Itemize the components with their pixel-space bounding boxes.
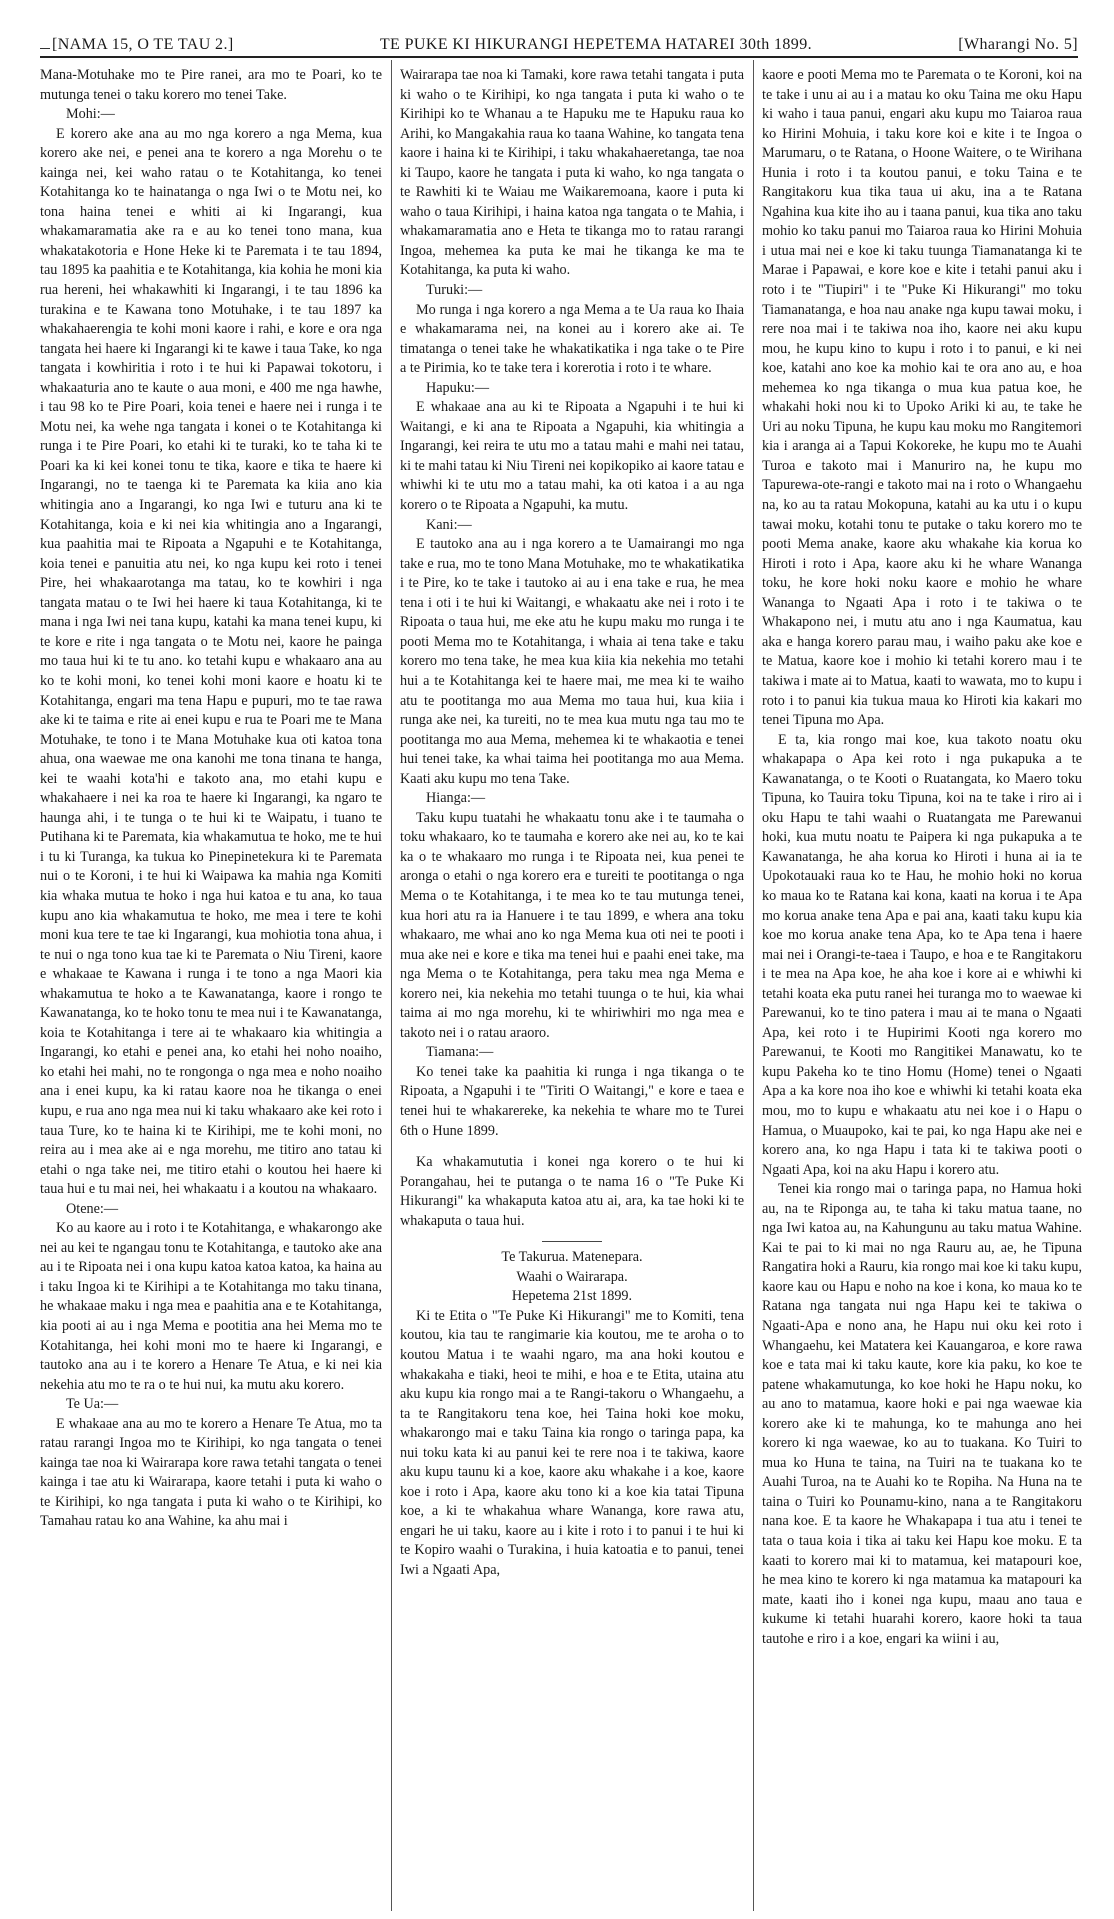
column-1 xyxy=(40,66,382,1911)
paragraph: E whakaae ana au mo te korero a Henare Te Atua, mo ta ratau rarangi Ingoa mo te Kirihipi, ko nga tangata o tenei kainga tae noa ki Wairarapa kore rawa tetahi tangata o tenei kainga i tae atu ki Wairarapa, kaore tetahi i puta ki waho o te Kirihipi, ko nga tangata i puta ki waho o te Kirihipi, ko Tamahau ratau ko ana Wahine, ka ahu mai i xyxy=(40,1415,382,1530)
paragraph: Ko au kaore au i roto i te Kotahitanga, e whakarongo ake nei au kei te ngangau tonu te Kotahitanga, e tautoko ake ana au i te Ripoata nei i ona kupu katoa katoa katoa, ka haina au i taku Ingoa ki te Kirihipi a te Kotahitanga mo taku tinana, he whakaae maku i nga mea e paahitia ana e te Kotahitanga, kia pooti ai au i nga Mema e pootitia ana hei Mema mo te Kotahitanga, hei kohi moni mo te haere ki Ingarangi, e tautoko ana au i te korero a Henare Te Atua, e ki nei kia nekehia atu mo te ra o te hui nui, ka mutu aku korero. xyxy=(40,1220,382,1393)
newspaper-title: TE PUKE KI HIKURANGI HEPETEMA HATAREI 30th 1899. xyxy=(379,36,812,53)
speaker-label: Tiamana:— xyxy=(426,1044,494,1061)
column-divider xyxy=(391,60,392,1911)
header-rule xyxy=(40,56,1078,58)
issue-number: [NAMA 15, O TE TAU 2.] xyxy=(40,36,234,54)
speaker-label: Hianga:— xyxy=(426,790,486,807)
speaker-label: Turuki:— xyxy=(426,282,483,299)
page-number: [Wharangi No. 5] xyxy=(958,36,1078,53)
letter-place: Waahi o Wairarapa. xyxy=(516,1268,628,1285)
speaker-label: Kani:— xyxy=(426,516,472,533)
speaker-label: Mohi:— xyxy=(66,106,115,123)
letter-date: Hepetema 21st 1899. xyxy=(511,1288,633,1305)
paragraph: Tenei kia rongo mai o taringa papa, no Hamua hoki au, na te Riponga au, te taha ki taku matua taane, no nga Iwi katoa au, na Kahungunu au taku matua Wahine. Kai te pai to ki mai no nga Rauru au, ae, he Tipuna Rangatira hoki a Rauru, kia rongo mai koe ki taku kupu, kaore kau ou Hapu e noho na koe i kona, ko maua ko te Ratana nga tangata nui nga Hapu kei te takiwa o Ngaati-Apa e nono ana, he Hapu nui oku kei roto i Whangaehu, kei Matatera kei Kauangaroa, e kore rawa koe e tata mai ki taku kaute, kore kia paku, ko koe te patene whakamutunga, ko koe hoki he Hapu noku, ko au ano to matamua, kaore hoki e pai nga waewae kia korero ake ki te mahunga, ko te mahunga ano hei korero ki nga waewae, ko au to tuakana. Ko Tuiri to mua ko Huna te taina, na Tuiri na te tuakana ko te Auahi Turoa, na te Auahi ko te Ropiha. Na Huna na te taina o Tuiri ko Pounamu-kino, nana a te Rangitakoru nana koe. E ta kaore he Whakapapa i tua atu i tenei te tata o taua koia i tika ai taku kei Hapu koe moku. E ta kaati to korero mai ki to matamua, kei matapouri koe, he mea kino te korero ki nga matamua ka matapouri ka mate, kaati iho i konei nga kupu, maau ano taua e kukume ki tetahi huarahi korero, kaore hoki ta taua tautohe e riro i a koe, engari ka wiini i au, xyxy=(762,1181,1082,1647)
paragraph: E korero ake ana au mo nga korero a nga Mema, kua korero ake nei, e penei ana te korero a nga Morehu o te kainga nei, kei waho ratau o te Kotahitanga, ko tenei Kotahitanga ko te hainatanga o nga Iwi o te Motu nei, ko tona haina tenei e whiti ai ki Ingarangi, kua whakamaramatia ake ra e au ko tenei tono mana, kua whakatakotoria e Hone Heke ki te Paremata i te tau 1894, tau 1895 ka paahitia e te Kotahitanga, kia kohia he moni kia rua hereni, hei whakawhiti ki Ingarangi, i te tau 1896 ka turakina e te Kawana tono Motuhake, i te tau 1897 ka whakahaerengia te kohi moni kaore i rahi, e kore e ora nga tangata hei haere ki Ingarangi ki te kawe i taua Take, ko nga tangata i kowhiritia i roto i te hui ki Papawai tokotoru, i whakaaturia ano te kaute o aua moni, e 400 me nga hawhe, i tau 98 ko te Pire Poari, koia tenei e haere nei i runga i te Motu nei, ka wehe nga tangata i konei o te Kotahitanga ki runga i te Pire Poari, ko etahi ki te turaki, ko te taha ki te Poari ka ki kei konei tonu te tika, kaore e tika te haere ki Ingarangi, no te taenga ki te Paremata ka kiia ano kia whitingia ano a Ingarangi, ko nga Iwi e tuturu ana ki te Kotahitanga, koia e ki nei kia whitingia ano a Ingarangi, kua paahitia mai te Ripoata a Ngapuhi e te Kotahitanga, koia tenei e panuitia atu nei, ko nga kupu kei roto i tenei Pire, hei whakaarotanga ma tatau, ko te kowhiri i nga tangata matau o te Iwi hei haere ki taua Kotahitanga, ki te mana i nga Iwi nei tana kupu, katahi ka mana tenei kupu, ki te kore e rite i nga tangata o te Motu nei, kaore he painga mo taua hui ki te tu ano. ko tetahi kupu e whakaaro ana au ko te kohi moni, ko tenei kohi moni kaore e hoatu ki te Kotahitanga, engari ma tena Hapu e pupuri, mo te tae rawa ake ki te taima e rite ai enei kupu e rua te Poari me te Mana Motuhake, te tono i te Mana Motuhake kua oti katoa tona ahua, ona waewae me ona kanohi me tona tinana te hanga, kei te waahi kota'hi e takoto ana, mo etahi kupu e whakahaere i nei ka roa te haere ki Ingarangi, ka ngaro te haunga ahi, i te tunga o te hui ki te Waipatu, i tuano te Putihana ki te Paremata, kia whakamutua te hoko, me te hui i tu ki Turanga, ka tukua ko Pinepinetekura ki te Paremata nui o te Koroni, i te hui ki Waipawa ka mahia nga Komiti kia whaka mutua te hoko i nga hui katoa e tu ana, ko taua kupu ano kia whakamutua te hoko, me mea i tere te kohi moni kua tere te tae ki Ingarangi, kua mohiotia tona ahua, i te nui o nga tono kua tae ki te Paremata o Niu Tireni, kaore e whakaae te Kawana i runga i te tono a nga Maori kia whakamutua te hoko a te Kawanatanga, kaore i rongo te Kawanatanga, ko te hoko tonu te mea nui i te Kawanatanga, koia te Kotahitanga i tere ai te whakaaro kia whitingia a Ingarangi, ko etahi e penei ana, ko etahi hei noho noaiho, ko etahi hei mahi, no te rongonga o nga mea e noho noaiho ana i enei kupu, ka ki ratau kaore noa he tikanga o enei kupu, e rua ano nga mea nui ki taku whakaaro ake kei roto i taua Ture, ko te haina ki te Kirihipi, me te kohi moni, no reira au i mea ake ai e nga morehu, me titiro ano tatau ki etahi o nga take nei, me titiro etahi o koutou hei haere ki taua hui e tu mai nei, hei whakaatu i a koutou na whakaaro. xyxy=(40,125,382,1198)
spacer xyxy=(400,1141,744,1153)
column-2 xyxy=(400,66,744,1911)
column-divider xyxy=(753,60,754,1911)
paragraph: Mana-Motuhake mo te Pire ranei, ara mo te Poari, ko te mutunga tenei o taku korero mo tenei Take. xyxy=(40,67,382,103)
letter-heading: Te Takurua. Matenepara. xyxy=(501,1249,643,1266)
paragraph: E ta, kia rongo mai koe, kua takoto noatu oku whakapapa o Apa kei roto i nga pukapuka a te Kawanatanga, o te Kooti o Ruatangata, ko Maero toku Tipuna, ko Tauira toku Tipuna, koi na te take i riro ai i oku Hapu te tahi waahi o Ruatangata me Parewanui hoki, kua mutu noatu te Paipera ki nga pukapuka a te Kawanatanga, he aha korua ko Hiroti i huna ai ia te Upokotauaki raua ko te Hau, he mohio hoki no korua ko maua ko te Ratana kai kona, kaati na korua i te Apa mo korua anake tena Apa e pai ana, kaati taku kupu kia koe mo korua anake tena Apa, ko te Apa tena i haere mai nei i Orangi-te-taea i Taupo, e hoa e te Rangitakoru i te mea na Apa koe, he aha koe i kore ai e whiwhi ki tetahi koata eka putu ranei hei turanga mo to waewae ki Parewanui, ko te tino patera i mau ai te mana o Ngaati Apa, kei roto i te Hupirimi Kooti nga korero mo Parewanui, te Kooti mo Rangitikei Manawatu, ko te kupu Pakeha ko te tino Homu (Home) tenei o Ngaati Apa a ka kore noa iho koe e whiwhi ki tetahi koata eka mou, mo to kupu e whakaatu atu nei koe i o Hapu o Hamua, o Muaupoko, kai te pai, ko nga Hapu ake nei e korero ana, ko nga Hapu i tata ki te takiwa pooti o Ngaati Apa, koi na aku Hapu i korero atu. xyxy=(762,731,1082,1178)
speaker-label: Hapuku:— xyxy=(426,379,490,396)
paragraph: Mo runga i nga korero a nga Mema a te Ua raua ko Ihaia e whakamarama nei, na konei au i korero ake ai. Te timatanga o tenei take he whakatikatika i nga take o te Pire a te Pirimia, ko te take tera i korerotia i roto i te whare. xyxy=(400,301,744,377)
paragraph: Ko tenei take ka paahitia ki runga i nga tikanga o te Ripoata, a Ngapuhi i te "Tiriti O Waitangi," e kore e taea e tenei hui te whakarereke, ka nekehia te whare mo te Turei 6th o Hune 1899. xyxy=(400,1063,744,1139)
paragraph: Ka whakamututia i konei nga korero o te hui ki Porangahau, hei te putanga o te nama 16 o "Te Puke Ki Hikurangi" ka whakaputa katoa atu ai, ara, ka tae hoki ki te whakaputa o taua hui. xyxy=(400,1154,744,1229)
paragraph: kaore e pooti Mema mo te Paremata o te Koroni, koi na te take i unu ai au i a matau ko oku Taina me oku Hapu ki waho i taua panui, engari aku kupu mo Taiaroa raua ko Hirini Mohuia, i taku kore koi e kite i te Ingoa o Marumaru, o te Ratana, o Hoone Waitere, o te Wirihana Hunia i roto i ta koutou panui, e toku Taina e te Rangitakoru kua tika taua ui aku, ina a te Ratana Ngahina kua kite iho au i taana panui, kua tika ano taku mohio ko taku panui mo Taiaroa raua ko Hirini Mohuia i utua mai nei e koe ki taku tuunga Tiamanatanga ki te Marae i Papawai, e kore koe e kite i tetahi panui aku i roto i te "Tiupiri" i te "Puke Ki Hikurangi" mo toku Tiamanatanga, e hoa nau anake nga kupu tawai moku, i rere noa mai i te takiwa noa iho, kaore nei aku kupu mou, he kupu kino to kupu i roto i to panui, e ki nei koe, katahi ano koe ka mohio kai te ora ano au, e hoa mehemea ko nga tikanga o mua kua patua koe, he whakahi hoki nou ki to Upoko Ariki ki au, te take he Uri au noku Tipuna, he kupu kau moku mo Rangitemori kia i aranga ai a Tapui Kokoreke, he kupu mo te Auahi Turoa e takoto mai i Manuriro na, he kupu mo Tapurewa-ote-rangi e takoto mai na i roto o Whangaehu na, ko au ta ratau Mokopuna, katahi au ka utu i o kupu tawai moku, kotahi tonu te putake o taku korero mo te pooti Mema anake, kaore aku whakahe kia korua ko Hiroti i roto i Apa, kaore aku ki he whare Wananga toku, he kore hoki noku kaore e mohio he whare Wananga to Ngaati Apa i roto i te takiwa o te Whakapono nei, i mutu atu ano i nga Kaumatua, kau aka e hanga korero parau mau, i waiho paku ake koe e te Matua, kaore koe i mohio ki tetahi korero mau i te takiwa i mate ai to Matua, kaati to wawata, mo to kupu i roto i to panui kia tukua maua ko Hiroti kia kakari mo tenei Tipuna mo Apa. xyxy=(762,67,1082,729)
masthead xyxy=(40,28,1078,54)
paragraph: E tautoko ana au i nga korero a te Uamairangi mo nga take e rua, mo te tono Mana Motuhake, mo te whakatikatika i te Pire, ko te take i tautoko ai au i ena take e rua, he mea tena i oti i te hui ki Waitangi, e whakaatu ake nei i roto i te Ripoata o taua hui, me eke atu he kupu maku mo runga i te pooti Mema mo te Kotahitanga, i whaia ai tena take e taku korero mo tena take, he mea kua kiia kia nekehia mo tetahi hui a te Kotahitanga kei te haere mai, me mea ki te waiho atu te pootitanga mo aua Mema mo taua hui, kua kiia i runga ake nei, ka tureiti, no te mea kua mutu nga tau mo te pootitanga mo aua Mema, mehemea ki te whakaotia e tenei hui tenei take, ka whai taima hei pootitanga mo aua Mema. Kaati aku kupu mo tena Take. xyxy=(400,536,744,787)
paragraph: E whakaae ana au ki te Ripoata a Ngapuhi i te hui ki Waitangi, e ki ana te Ripoata a Ngapuhi, kia whitingia a Ingarangi, kei reira te utu mo a tatau mahi e mahi nei tatau, ki te mahi tatau ki Niu Tireni nei kopikopiko ai kaore tatau e whiwhi ki te utu mo a tatau mahi, ka oti katoa i a au nga korero o te Ripoata a Ngapuhi, ka mutu. xyxy=(400,399,744,514)
speaker-label: Otene:— xyxy=(66,1200,119,1217)
paragraph: Taku kupu tuatahi he whakaatu tonu ake i te taumaha o toku whakaaro, ko te taumaha e korero ake nei au, ko te kai ka o te whakaaro mo runga i te Ripoata nei, kua penei te aronga o etahi o nga korero era e tureiti te pootitanga o nga Mema o te Kotahitanga, i te mea ko te tau mutunga tenei, kua hori atu ra ia Hanuere i te tau 1899, e whera ana toku whakaaro, me whai ano ko nga Mema kua oti nei te pooti i mua ake nei e kore e tika ma tenei hui e paahi enei take, ma nga Mema o te Kotahitanga, pera taku mea nga Mema e korero nei, kia nekehia mo tetahi tuunga o te hui, kia whai taima ai mo nga morehu, ki te whiriwhiri mo nga mea e takoto nei i o ratau araoro. xyxy=(400,809,744,1041)
section-rule xyxy=(542,1241,602,1242)
column-3 xyxy=(762,66,1082,1911)
paragraph: Ki te Etita o "Te Puke Ki Hikurangi" me to Komiti, tena koutou, kia tau te rangimarie kia koutou, me te aroha o to koutou Matua i te waahi ngaro, ma ana hoki koutou e whakakaha e tiaki, heoi te mihi, e hoa e te Etita, utaina atu aku kupu kia rongo mai a te Rangi-takoru o Whangaehu, a ta te Rangitakoru tena koe, hei Taina hoki koe moku, whakarongo mai e taku Taina kia rongo o taringa papa, ka nui toku kata ki au panui kei te rere noa i te takiwa, kaore aku kupu taunu ki a koe, kaore aku whakahe i a koe, kaore koe i roto i Apa, kaore aku tono ki a koe kia tatai Tipuna koe, a ki te whakahua whare Wananga, kore rawa atu, engari he ui taku, kaore au i kite i roto i to panui i te hui ki te Kopiro waahi o Turakina, i huia katoatia e to panui, tenei Iwi a Ngaati Apa, xyxy=(400,1307,744,1579)
speaker-label: Te Ua:— xyxy=(66,1396,119,1413)
paragraph: Wairarapa tae noa ki Tamaki, kore rawa tetahi tangata i puta ki waho o te Kirihipi, ko nga tangata i puta ki waho o te Kirihipi ko te Whanau a te Hapuku me te Hapuku raua ko Arihi, ko Mangakahia raua ko taana Wahine, ko tangata tena kaore i haina ki te Kirihipi, i taku whakahaeretanga, tae noa ki Taupo, kaore he tangata i puta ki waho, ko nga tangata o te Rawhiti ki te Waiau me Waikaremoana, kaore i puta ki waho o taua Kirihipi, i haina katoa nga tangata o te Mahia, i whakamaramatia ano e Heta te tikanga mo to ratau rarangi Ingoa, mehemea ka puta ke mai he tikanga ke ma te Kotahitanga, ka puta ki waho. xyxy=(400,67,744,279)
